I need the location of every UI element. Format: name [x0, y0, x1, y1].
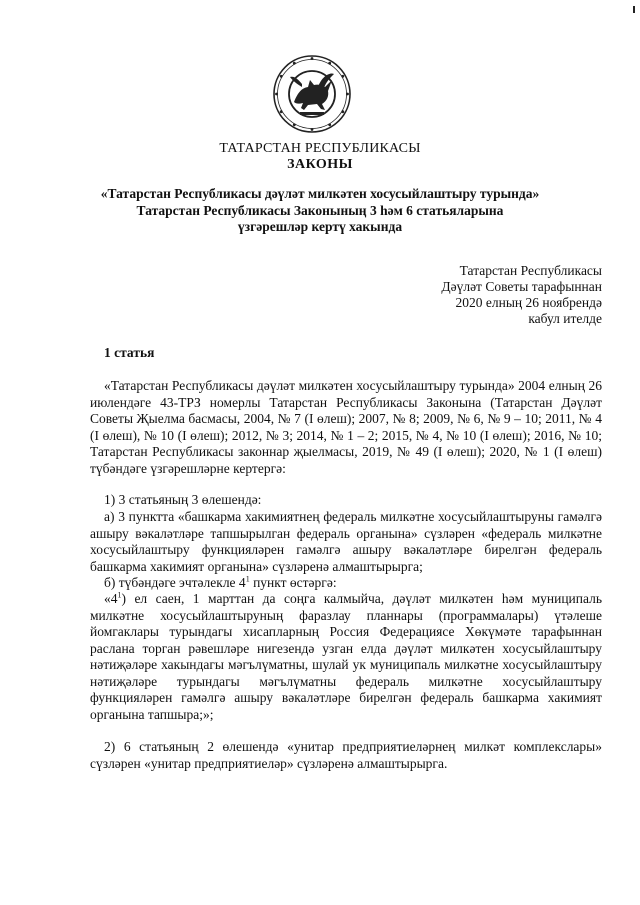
article-heading: 1 статья: [104, 345, 155, 360]
amendment-item-2: 2) 6 статьяның 2 өлешендә «унитар предприятиеләрнең милкәт комплекслары» сүзләрен «унитар предприятиеләр» сүзләренә алмаштырырга.: [90, 739, 602, 771]
tatarstan-emblem-icon: [272, 54, 352, 134]
point-4-1-text: ) ел саен, 1 марттан да соңга калмыйча, дәүләт милкәтен һәм муниципаль милкәтне хосусыйлаштыруның фаразлау планнары (программалары) үтәлеше йомгаклары турындагы хисапларның Россия Федерациясе Хөкүмәте тарафыннан раслана торган рәвешләре нигезендә узган елда дәүләт милкәтен хосусыйлаштыру нәтиҗәләре хакындагы мәгълүматны, шулай ук муниципаль милкәтне хосусыйлаштыру нәтиҗәләре турындагы мәгълүматны федераль милкәтне хосусыйлаштыру функцияләрен гамәлгә ашыру вәкаләтләре бирелгән федераль башкарма хакимият органына тапшыра;»;: [90, 591, 602, 722]
article-paragraph: «Татарстан Республикасы дәүләт милкәтен хосусыйлаштыру турында» 2004 елның 26 июлендәге 43-ТРЗ номерлы Татарстан Республикасы Законына (Татарстан Дәүләт Советы Җыелма басмасы, 2004, № 7 (I өлеш); 2007, № 8; 2009, № 6, № 9 – 10; 2011, № 4 (I өлеш), № 10 (I өлеш); 2012, № 3; 2014, № 1 – 2; 2015, № 4, № 10 (I өлеш); 2016, № 10; Татарстан Республикасы законнар җыелмасы, 2019, № 49 (I өлеш); 2020, № 1 (I өлеш) түбәндәге үзгәрешләрне кертергә:: [90, 378, 602, 476]
law-title-line: Татарстан Республикасы Законының 3 һәм 6 статьяларына: [136, 202, 504, 218]
item-1b-prefix: б) түбәндәге эчтәлекле 4: [104, 575, 246, 590]
item-1b-suffix: пункт өстәргә:: [249, 575, 337, 590]
adoption-line: 2020 елның 26 ноябрендә: [455, 295, 602, 310]
new-point-4-1: [90, 591, 602, 723]
amendment-item-1b: [104, 575, 602, 592]
law-heading: ЗАКОНЫ: [287, 157, 353, 172]
point-4-1-open: «4: [104, 591, 118, 606]
republic-heading: ТАТАРСТАН РЕСПУБЛИКАСЫ: [219, 141, 421, 156]
adoption-line: Дәүләт Советы тарафыннан: [441, 279, 602, 294]
adoption-line: кабул ителде: [528, 311, 602, 326]
law-title-line: «Татарстан Республикасы дәүләт милкәтен хосусыйлаштыру турында»: [100, 186, 540, 201]
amendment-item-1a: а) 3 пунктта «башкарма хакимиятнең федераль милкәтне хосусыйлаштыруны гамәлгә ашыру вәкаләтләре тапшырылган федераль органына» сүзләрен «федераль милкәтне хосусыйлаштыру функцияләрен гамәлгә ашыру вәкаләтләре бирелгән федераль башкарма хакимият органына» сүзләренә алмаштырырга;: [90, 509, 602, 574]
adoption-note: [441, 263, 602, 327]
adoption-line: Татарстан Республикасы: [459, 263, 602, 278]
law-title-line: үзгәрешләр кертү хакында: [237, 219, 403, 234]
point-4-1-superscript: 1: [117, 590, 122, 600]
amendment-item-1: 1) 3 статьяның 3 өлешендә:: [104, 492, 262, 507]
scan-edge-mark: [633, 6, 635, 13]
law-title: [40, 186, 600, 236]
item-1b-superscript: 1: [245, 574, 250, 584]
